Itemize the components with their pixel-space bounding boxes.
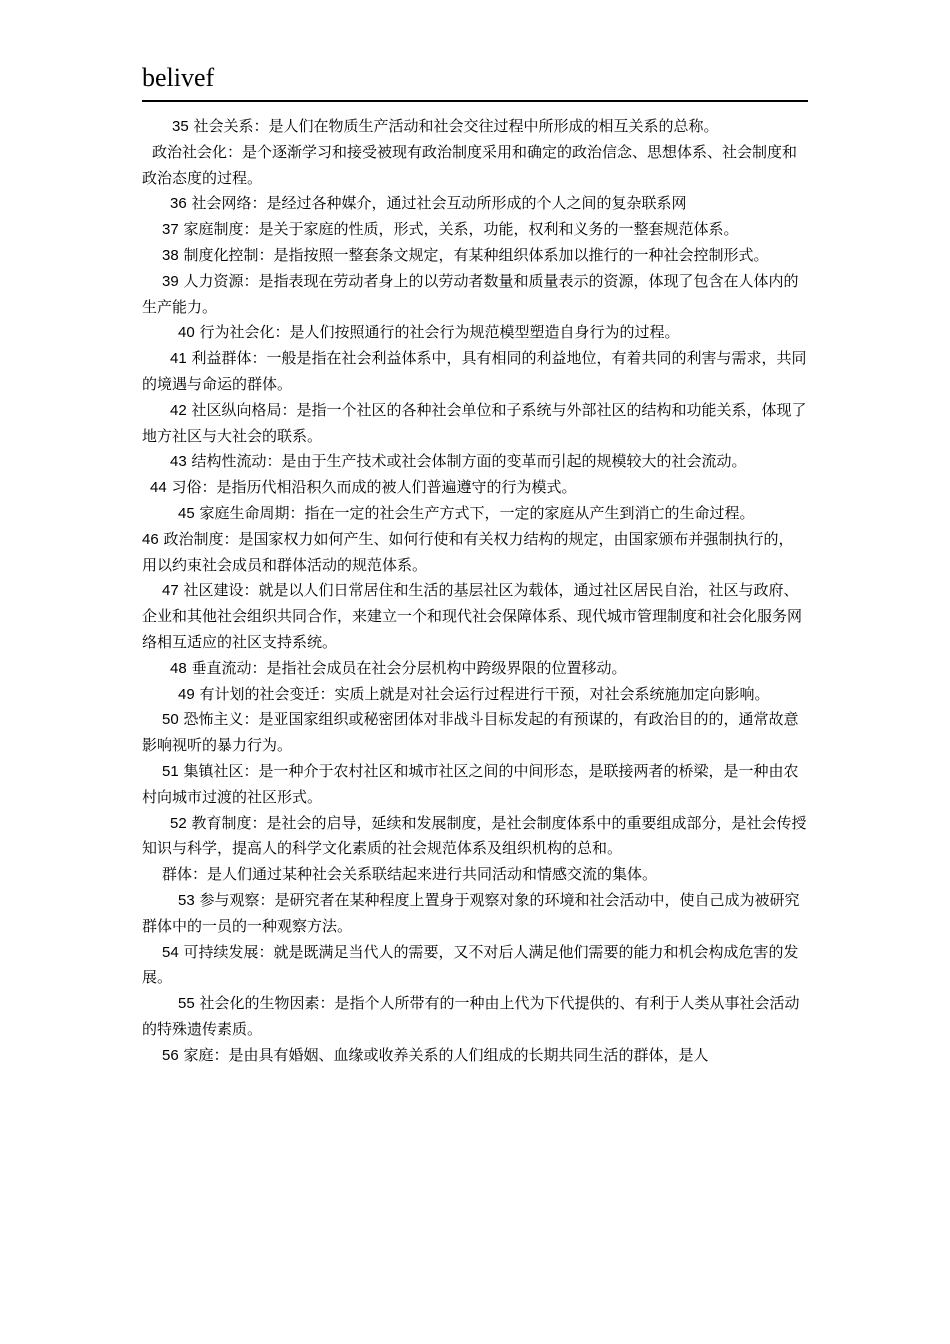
definition-number: 56 (162, 1046, 179, 1064)
page-header (142, 56, 808, 102)
definition-text: 结构性流动：是由于生产技术或社会体制方面的变革而引起的规模较大的社会流动。 (191, 452, 747, 471)
definition-number: 44 (150, 479, 167, 497)
header-title: belivef (142, 63, 215, 92)
definition-number: 42 (170, 401, 187, 419)
definition-text: 制度化控制：是指按照一整套条文规定，有某种组织体系加以推行的一种社会控制形式。 (183, 245, 769, 264)
definition-text: 家庭：是由具有婚姻、血缘或收养关系的人们组成的长期共同生活的群体，是人 (183, 1045, 709, 1064)
definition-number: 51 (162, 762, 179, 780)
definition-number: 48 (170, 659, 187, 677)
definition-number: 52 (170, 814, 187, 832)
definition-paragraph (142, 114, 808, 140)
definition-number: 38 (162, 246, 179, 264)
definition-text: 社会化的生物因素：是指个人所带有的一种由上代为下代提供的、有利于人类从事社会活动的特殊遗传素质。 (142, 994, 800, 1038)
definition-text: 参与观察：是研究者在某种程度上置身于观察对象的环境和社会活动中，使自己成为被研究群体中的一员的一种观察方法。 (142, 890, 800, 935)
definition-paragraph (142, 991, 808, 1043)
definition-text: 政治制度：是国家权力如何产生、如何行使和有关权力结构的规定，由国家颁布并强制执行的，用以约束社会成员和群体活动的规范体系。 (142, 529, 794, 574)
definition-paragraph (142, 475, 808, 501)
definition-paragraph (142, 811, 808, 863)
definition-text: 家庭生命周期：指在一定的社会生产方式下，一定的家庭从产生到消亡的生命过程。 (199, 503, 755, 522)
definition-number: 49 (178, 685, 195, 703)
definition-number: 55 (178, 995, 195, 1013)
definition-paragraph (142, 217, 808, 243)
definition-paragraph (142, 578, 808, 655)
definition-paragraph (142, 940, 808, 992)
definition-text: 行为社会化：是人们按照通行的社会行为规范模型塑造自身行为的过程。 (199, 323, 680, 342)
definition-paragraph (142, 1043, 808, 1069)
definition-number: 41 (170, 350, 187, 368)
definition-number: 37 (162, 221, 179, 239)
definition-text: 有计划的社会变迁：实质上就是对社会运行过程进行干预，对社会系统施加定向影响。 (199, 684, 770, 703)
definition-number: 53 (178, 891, 195, 909)
definition-text: 垂直流动：是指社会成员在社会分层机构中跨级界限的位置移动。 (191, 658, 627, 677)
definition-text: 群体：是人们通过某种社会关系联结起来进行共同活动和情感交流的集体。 (162, 865, 658, 884)
definition-paragraph (142, 501, 808, 527)
definition-paragraph (142, 269, 808, 321)
definition-paragraph (142, 759, 808, 811)
definition-paragraph (142, 320, 808, 346)
definition-paragraph (142, 243, 808, 269)
definition-text: 社会网络：是经过各种媒介，通过社会互动所形成的个人之间的复杂联系网 (191, 194, 687, 213)
definition-number: 45 (178, 504, 195, 522)
definition-text: 家庭制度：是关于家庭的性质，形式，关系，功能，权利和义务的一整套规范体系。 (183, 220, 739, 239)
definition-paragraph (142, 862, 808, 888)
definition-paragraph (142, 346, 808, 398)
definition-number: 54 (162, 943, 179, 961)
definition-number: 47 (162, 582, 179, 600)
definition-text: 集镇社区：是一种介于农村社区和城市社区之间的中间形态，是联接两者的桥梁，是一种由农村向城市过渡的社区形式。 (142, 761, 799, 806)
definition-paragraph (142, 398, 808, 450)
definition-paragraph (142, 888, 808, 940)
definition-number: 43 (170, 453, 187, 471)
definition-number: 40 (178, 324, 195, 342)
definition-text: 政治社会化：是个逐渐学习和接受被现有政治制度采用和确定的政治信念、思想体系、社会制度和政治态度的过程。 (142, 142, 798, 187)
definition-text: 恐怖主义：是亚国家组织或秘密团体对非战斗目标发起的有预谋的，有政治目的的，通常故意影响视听的暴力行为。 (142, 710, 799, 755)
definition-text: 利益群体：一般是指在社会利益体系中，具有相同的利益地位，有着共同的利害与需求，共同的境遇与命运的群体。 (142, 349, 807, 393)
definition-text: 社区纵向格局：是指一个社区的各种社会单位和子系统与外部社区的结构和功能关系，体现了地方社区与大社会的联系。 (142, 400, 807, 445)
definition-text: 教育制度：是社会的启导，延续和发展制度，是社会制度体系中的重要组成部分，是社会传授知识与科学，提高人的科学文化素质的社会规范体系及组织机构的总和。 (142, 813, 807, 858)
definition-paragraph (142, 527, 808, 579)
definition-paragraph (142, 449, 808, 475)
definition-number: 46 (142, 530, 159, 548)
definition-paragraph (142, 140, 808, 192)
definition-number: 39 (162, 272, 179, 290)
definition-text: 习俗：是指历代相沿积久而成的被人们普遍遵守的行为模式。 (171, 478, 577, 497)
definition-paragraph (142, 191, 808, 217)
definition-text: 社区建设：就是以人们日常居住和生活的基层社区为载体，通过社区居民自治，社区与政府、企业和其他社会组织共同合作，来建立一个和现代社会保障体系、现代城市管理制度和社会化服务网络相互适应的社区支持系统。 (142, 581, 803, 651)
definition-paragraph (142, 656, 808, 682)
definition-paragraph (142, 682, 808, 708)
definition-text: 可持续发展：就是既满足当代人的需要，又不对后人满足他们需要的能力和机会构成危害的发展。 (142, 942, 799, 987)
document-body (142, 114, 808, 1068)
definition-number: 35 (172, 118, 189, 135)
definition-number: 50 (162, 711, 179, 729)
definition-text: 人力资源：是指表现在劳动者身上的以劳动者数量和质量表示的资源，体现了包含在人体内的生产能力。 (142, 271, 799, 316)
definition-number: 36 (170, 195, 187, 213)
definition-text: 社会关系：是人们在物质生产活动和社会交往过程中所形成的相互关系的总称。 (193, 117, 719, 135)
definition-paragraph (142, 707, 808, 759)
